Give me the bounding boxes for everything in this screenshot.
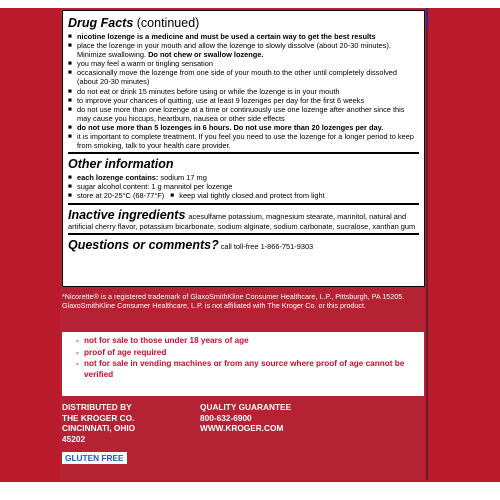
direction-item: ■ nicotine lozenge is a medicine and must be used a certain way to get the best results <box>68 32 419 41</box>
direction-item: ■ place the lozenge in your mouth and allow the lozenge to slowly dissolve (about 20-30 minutes). Minimize swallowing. Do not chew or swallow lozenge. <box>68 41 419 59</box>
not-for-sale-item: - not for sale in vending machines or from any source where proof of age cannot be verified <box>76 359 416 380</box>
inactive-ingredients-section <box>68 208 419 235</box>
questions-section <box>68 238 419 255</box>
direction-item: ■ do not use more than 5 lozenges in 6 hours. Do not use more than 20 lozenges per day. <box>68 123 419 132</box>
inactive-ingredients-text: acesulfame potassium, magnesium stearate, mannitol, natural and artificial cherry flavor, potassium bicarbonate, sodium alginate, sodium carbonate, sucralose, xanthan gum <box>68 211 416 231</box>
package-edge-accent <box>426 8 428 28</box>
not-for-sale-item: - not for sale to those under 18 years of age <box>76 336 416 347</box>
direction-item: ■ it is important to complete treatment. If you feel you need to use the lozenge for a longer period to keep from smoking, talk to your health care provider. <box>68 132 419 150</box>
distributor-info: DISTRIBUTED BY THE KROGER CO. CINCINNATI, OHIO 45202 <box>62 402 136 444</box>
each-lozenge-contains: ■ each lozenge contains: sodium 17 mg <box>68 173 207 182</box>
quality-guarantee: QUALITY GUARANTEE 800-632-6900 WWW.KROGER.COM <box>200 402 292 433</box>
direction-item: ■ to improve your chances of quitting, use at least 9 lozenges per day for the first 6 weeks <box>68 96 419 105</box>
not-for-sale-list <box>76 336 416 380</box>
other-information-title: Other information <box>68 157 174 172</box>
gluten-free-badge: GLUTEN FREE <box>62 452 127 464</box>
package-edge <box>426 8 428 480</box>
questions-title: Questions or comments? <box>68 237 219 252</box>
drug-facts-title: Drug Facts (continued) <box>68 16 200 30</box>
keep-vial-closed: ■ keep vial tightly closed and protect from light <box>170 191 324 200</box>
other-information-section <box>68 157 419 204</box>
trademark-notice: *Nicorette® is a registered trademark of GlaxoSmithKline Consumer Healthcare, L.P., Pittsburgh, PA 15205. GlaxoSmithKline Consumer Healthcare, L.P. is not affiliated with The Kroger Co. or this product. <box>62 292 405 311</box>
direction-item: ■ do not eat or drink 15 minutes before using or while the lozenge is in your mouth <box>68 87 419 96</box>
inactive-ingredients-title: Inactive ingredients <box>68 207 186 222</box>
directions-list <box>68 32 419 150</box>
not-for-sale-item: - proof of age required <box>76 348 416 359</box>
sugar-alcohol-content: ■ sugar alcohol content: 1 g mannitol per lozenge <box>68 182 232 191</box>
direction-item: ■ do not use more than one lozenge at a time or continuously use one lozenge after another since this may cause you hiccups, heartburn, nausea or other side effects <box>68 105 419 123</box>
storage-temperature: ■ store at 20-25°C (68-77°F) <box>68 191 164 200</box>
drug-facts-section <box>68 16 419 154</box>
direction-item: ■ you may feel a warm or tingling sensation <box>68 59 419 68</box>
questions-phone: call toll-free 1-866-751-9303 <box>220 241 314 251</box>
not-for-sale-box <box>62 332 424 396</box>
top-border <box>0 0 500 8</box>
bottom-border <box>0 482 500 500</box>
drug-facts-box <box>62 10 425 287</box>
direction-item: ■ occasionally move the lozenge from one side of your mouth to the other until completely dissolved (about 20-30 minutes) <box>68 68 419 86</box>
